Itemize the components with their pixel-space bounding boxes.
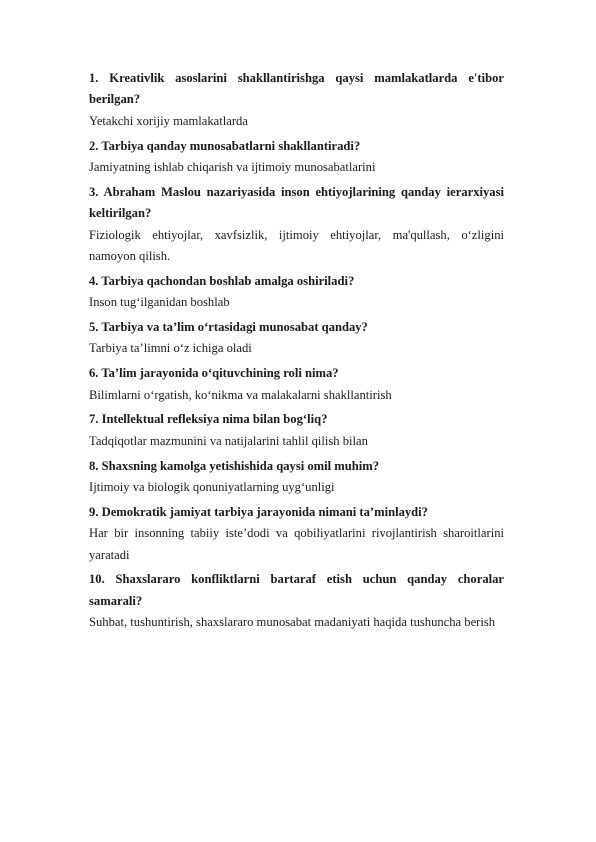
question-4: 4. Tarbiya qachondan boshlab amalga oshiriladi? (89, 273, 355, 288)
answer-9: Har bir insonning tabiiy iste’dodi va qobiliyatlarini rivojlantirish sharoitlarini yaratadi (89, 526, 504, 562)
answer-3: Fiziologik ehtiyojlar, xavfsizlik, ijtimoiy ehtiyojlar, ma'qullash, o‘zligini namoyon qilish. (89, 227, 504, 264)
question-1: 1. Kreativlik asoslarini shakllantirishga qaysi mamlakatlarda e'tibor berilgan? (89, 71, 504, 107)
document-page (89, 68, 504, 637)
qa-item-5 (89, 317, 504, 360)
answer-6: Bilimlarni o‘rgatish, ko‘nikma va malakalarni shakllantirish (89, 387, 392, 402)
question-5: 5. Tarbiya va ta’lim o‘rtasidagi munosabat qanday? (89, 320, 368, 335)
answer-1: Yetakchi xorijiy mamlakatlarda (89, 113, 248, 128)
qa-item-9 (89, 502, 504, 566)
qa-item-8 (89, 456, 504, 499)
qa-item-6 (89, 363, 504, 406)
question-6: 6. Ta’lim jarayonida o‘qituvchining roli nima? (89, 366, 339, 381)
answer-2: Jamiyatning ishlab chiqarish va ijtimoiy munosabatlarini (89, 160, 376, 175)
answer-5: Tarbiya ta’limni o‘z ichiga oladi (89, 341, 252, 356)
question-8: 8. Shaxsning kamolga yetishishida qaysi omil muhim? (89, 458, 380, 473)
qa-item-7 (89, 409, 504, 452)
qa-item-1 (89, 68, 504, 132)
question-3: 3. Abraham Maslou nazariyasida inson ehtiyojlarining qanday ierarxiyasi keltirilgan? (89, 184, 504, 221)
question-2: 2. Tarbiya qanday munosabatlarni shakllantiradi? (89, 138, 361, 153)
qa-item-4 (89, 271, 504, 314)
answer-8: Ijtimoiy va biologik qonuniyatlarning uyg‘unligi (89, 480, 335, 495)
qa-item-3 (89, 182, 504, 268)
question-9: 9. Demokratik jamiyat tarbiya jarayonida nimani ta’minlaydi? (89, 504, 428, 519)
qa-item-2 (89, 136, 504, 179)
answer-10: Suhbat, tushuntirish, shaxslararo munosabat madaniyati haqida tushuncha berish (89, 615, 496, 630)
question-10: 10. Shaxslararo konfliktlarni bartaraf etish uchun qanday choralar samarali? (89, 572, 504, 608)
question-7: 7. Intellektual refleksiya nima bilan bog‘liq? (89, 412, 328, 427)
answer-7: Tadqiqotlar mazmunini va natijalarini tahlil qilish bilan (89, 433, 368, 448)
answer-4: Inson tug‘ilganidan boshlab (89, 295, 230, 310)
qa-item-10 (89, 569, 504, 633)
